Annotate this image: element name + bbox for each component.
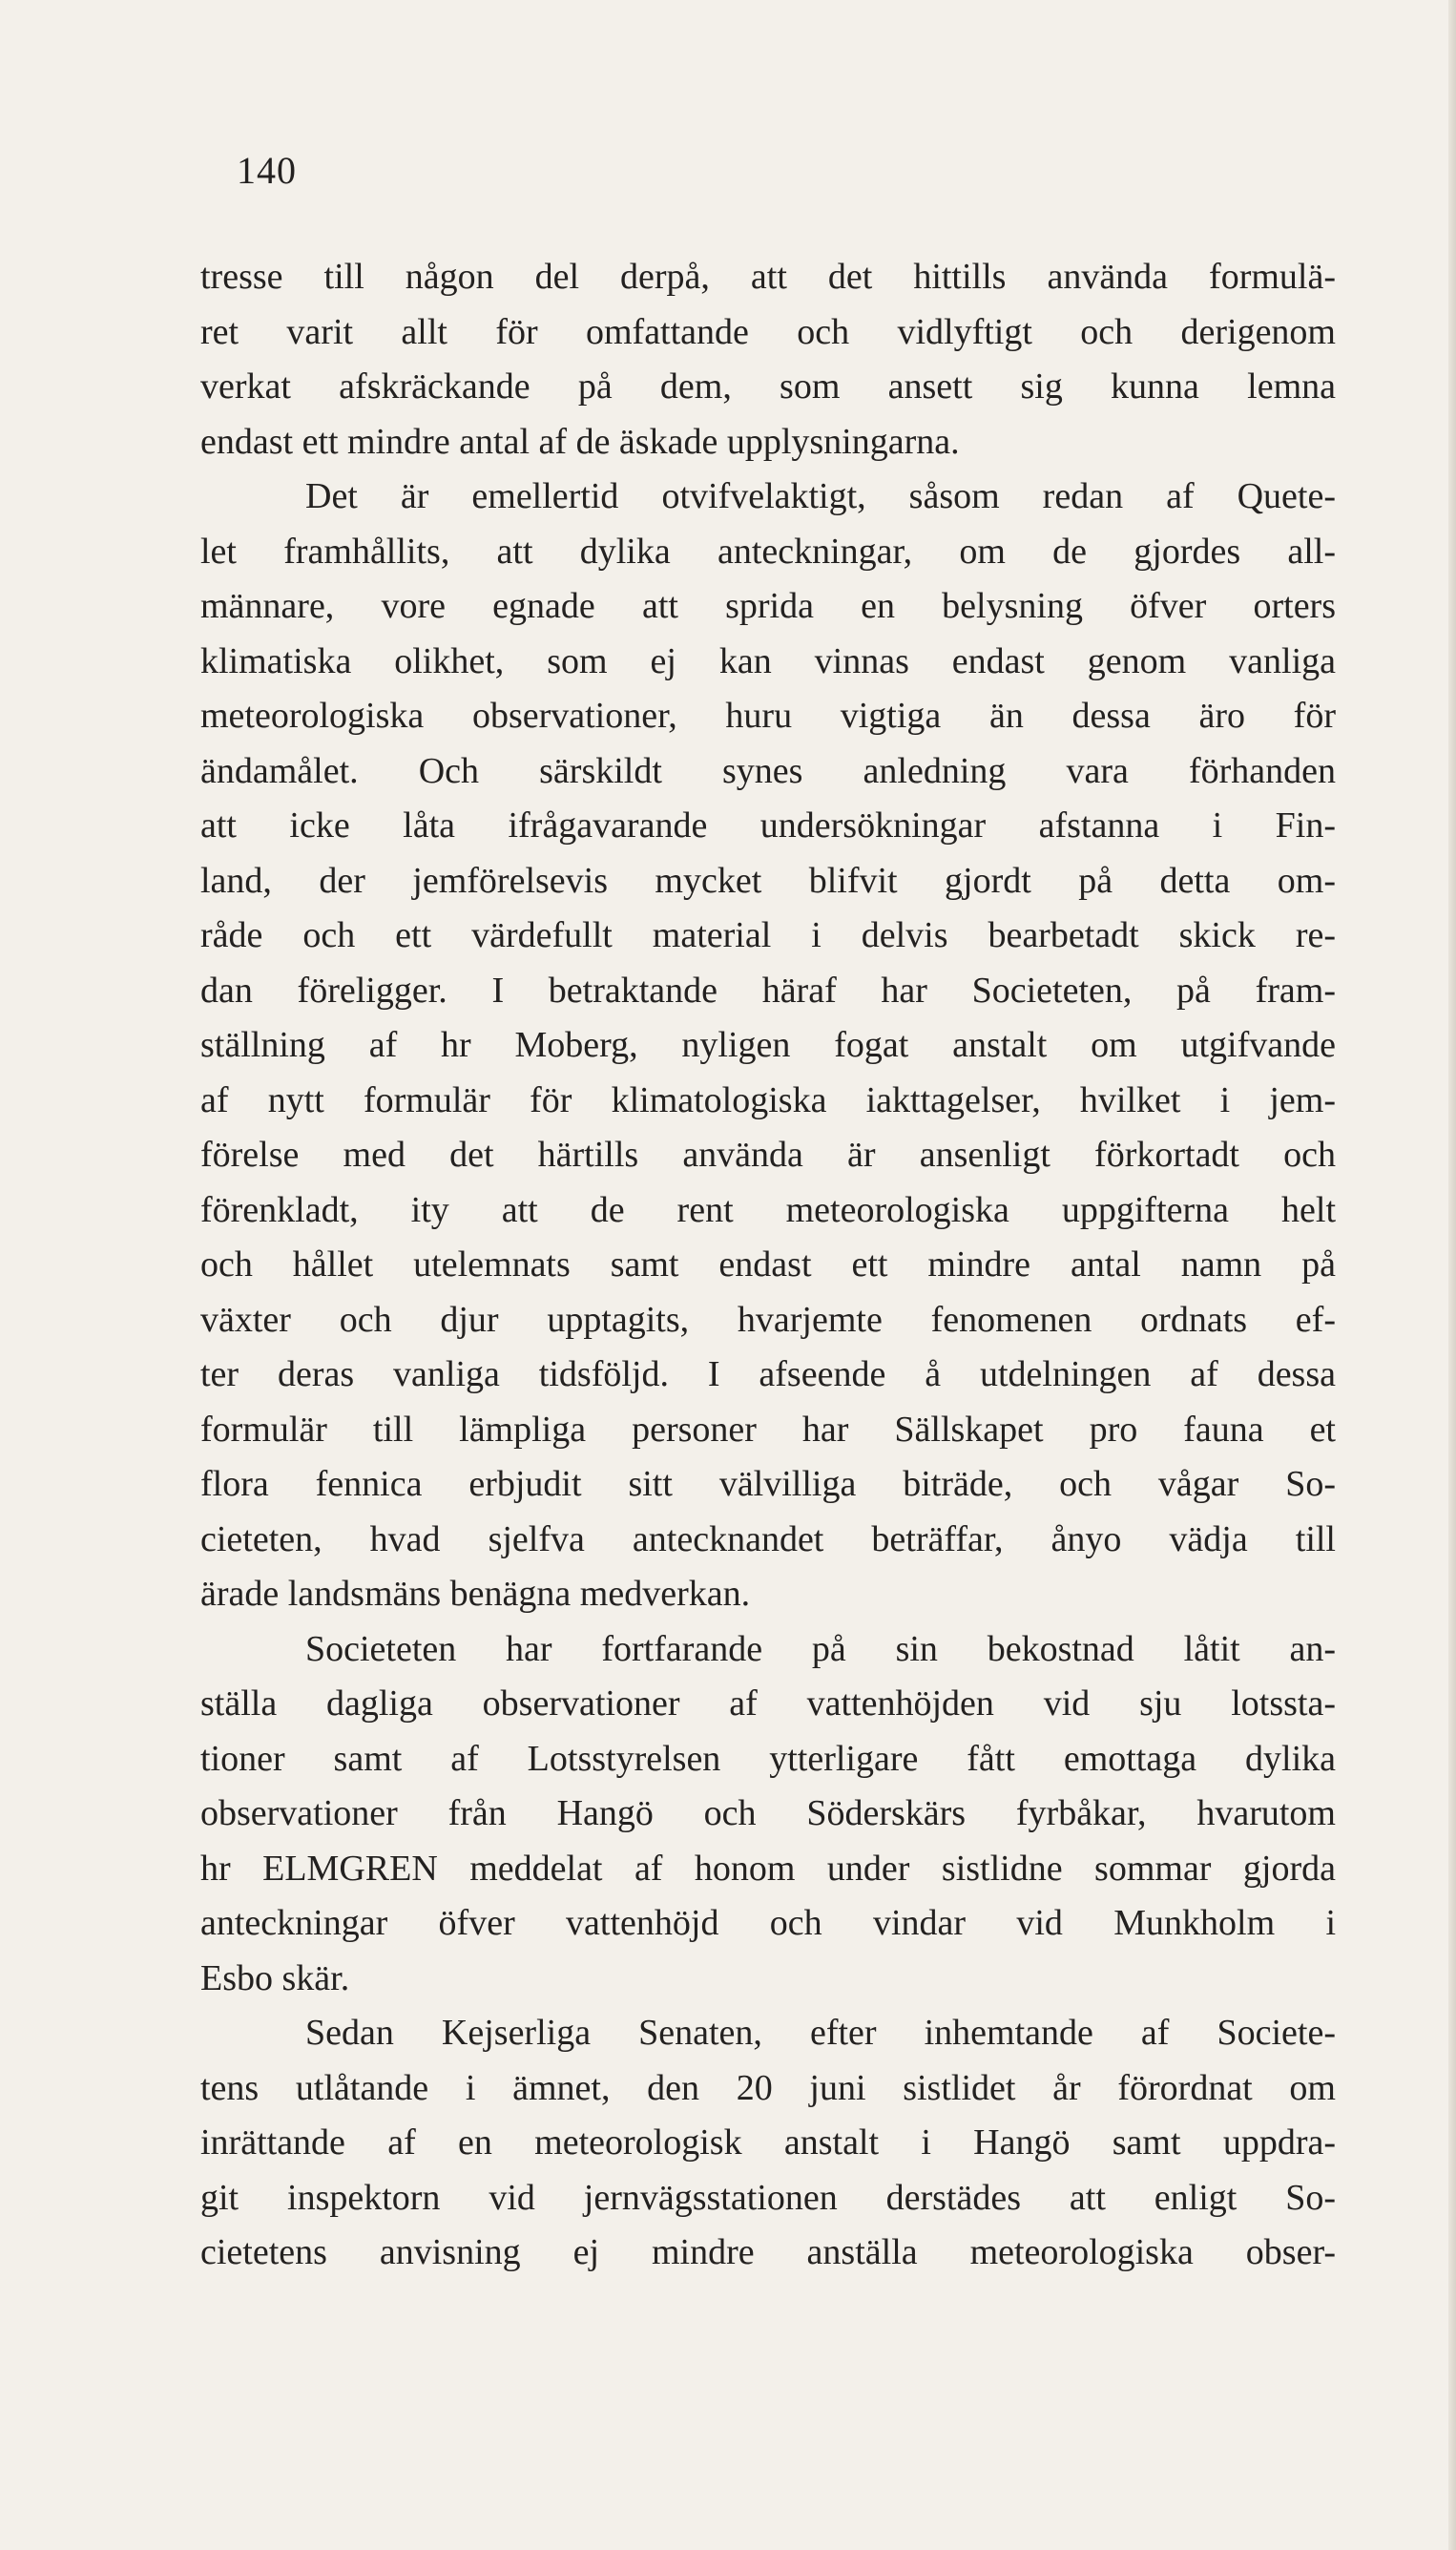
text-line: växter och djur upptagits, hvarjemte fenomenen ordnats ef-	[200, 1299, 1336, 1340]
text-line: ret varit allt för omfattande och vidlyftigt och derigenom	[200, 311, 1336, 352]
text-line: dan föreligger. I betraktande häraf har Societeten, på fram-	[200, 970, 1336, 1011]
text-line: männare, vore egnade att sprida en belysning öfver orters	[200, 586, 1336, 626]
text-line: anteckningar öfver vattenhöjd och vindar vid Munkholm i	[200, 1903, 1336, 1943]
page-number: 140	[237, 149, 297, 192]
text-line: ställning af hr Moberg, nyligen fogat anstalt om utgifvande	[200, 1025, 1336, 1065]
text-line: ändamålet. Och särskildt synes anledning vara förhanden	[200, 750, 1336, 791]
text-line: klimatiska olikhet, som ej kan vinnas endast genom vanliga	[200, 640, 1336, 681]
text-line: råde och ett värdefullt material i delvis bearbetadt skick re-	[200, 915, 1336, 955]
text-line: tens utlåtande i ämnet, den 20 juni sistlidet år förordnat om	[200, 2067, 1336, 2108]
text-line: inrättande af en meteorologisk anstalt i Hangö samt uppdra-	[200, 2122, 1336, 2163]
text-line: ärade landsmäns benägna medverkan.	[200, 1574, 751, 1614]
text-line: ter deras vanliga tidsföljd. I afseende å utdelningen af dessa	[200, 1354, 1336, 1394]
text-line: let framhållits, att dylika anteckningar, om de gjordes all-	[200, 531, 1336, 572]
text-line: meteorologiska observationer, huru vigtiga än dessa äro för	[200, 696, 1336, 736]
text-line: förenkladt, ity att de rent meteorologiska uppgifterna helt	[200, 1189, 1336, 1230]
text-line: Societeten har fortfarande på sin bekostnad låtit an-	[305, 1628, 1336, 1669]
text-line: endast ett mindre antal af de äskade upplysningarna.	[200, 421, 960, 462]
text-line: hr ELMGREN meddelat af honom under sistlidne sommar gjorda	[200, 1848, 1336, 1889]
text-line: cieteten, hvad sjelfva antecknandet beträffar, ånyo vädja till	[200, 1518, 1336, 1559]
text-line: flora fennica erbjudit sitt välvilliga biträde, och vågar So-	[200, 1464, 1336, 1504]
text-line: Det är emellertid otvifvelaktigt, såsom redan af Quete-	[305, 476, 1336, 516]
text-line: ställa dagliga observationer af vattenhöjden vid sju lotssta-	[200, 1683, 1336, 1724]
text-line: af nytt formulär för klimatologiska iakttagelser, hvilket i jem-	[200, 1079, 1336, 1120]
text-line: formulär till lämpliga personer har Sällskapet pro fauna et	[200, 1409, 1336, 1450]
text-line: förelse med det härtills använda är ansenligt förkortadt och	[200, 1135, 1336, 1175]
text-line: och hållet utelemnats samt endast ett mindre antal namn på	[200, 1244, 1336, 1285]
body-text	[200, 250, 1336, 2281]
text-line: verkat afskräckande på dem, som ansett sig kunna lemna	[200, 366, 1336, 407]
text-line: tresse till någon del derpå, att det hittills använda formulä-	[200, 257, 1336, 297]
text-line: git inspektorn vid jernvägsstationen derstädes att enligt So-	[200, 2177, 1336, 2218]
text-line: Sedan Kejserliga Senaten, efter inhemtande af Societe-	[305, 2013, 1336, 2053]
text-line: observationer från Hangö och Söderskärs fyrbåkar, hvarutom	[200, 1793, 1336, 1833]
text-line: tioner samt af Lotsstyrelsen ytterligare fått emottaga dylika	[200, 1738, 1336, 1779]
page-edge	[1448, 0, 1456, 2550]
text-line: att icke låta ifrågavarande undersökningar afstanna i Fin-	[200, 805, 1336, 846]
text-line: Esbo skär.	[200, 1957, 350, 1998]
text-line: cietetens anvisning ej mindre anställa meteorologiska obser-	[200, 2232, 1336, 2272]
text-line: land, der jemförelsevis mycket blifvit gjordt på detta om-	[200, 860, 1336, 901]
